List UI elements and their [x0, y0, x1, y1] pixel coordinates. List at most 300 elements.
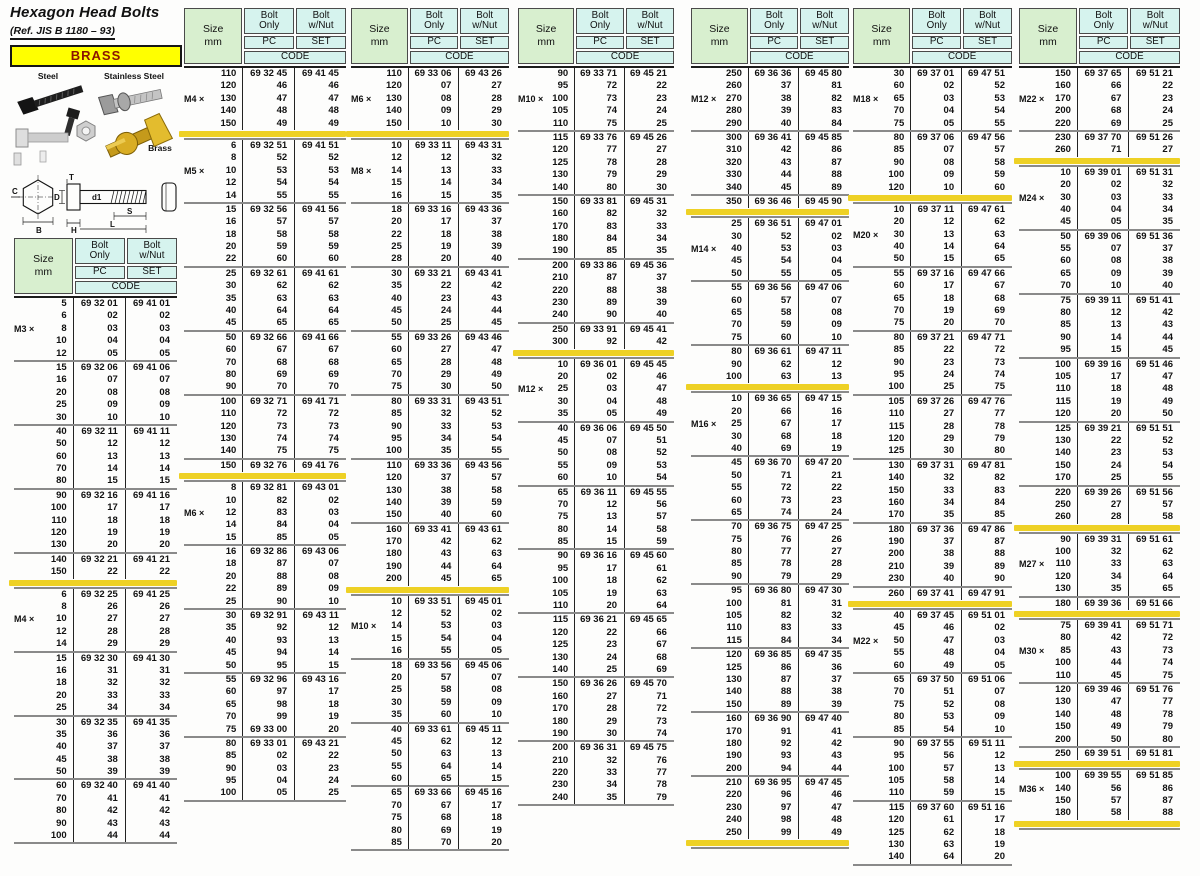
pc-code: 69 37 41: [910, 588, 961, 600]
size-value: 75: [225, 723, 237, 735]
table-row: [351, 317, 509, 329]
table-row: [691, 169, 849, 181]
set-code: 54: [961, 105, 1012, 117]
code-header: CODE: [410, 51, 509, 64]
table-row: [518, 80, 674, 92]
pc-code: 68: [242, 357, 294, 369]
pc-code: 69 32 11: [73, 426, 125, 438]
set-code: 20: [125, 539, 177, 551]
size-cell: [853, 610, 910, 622]
set-code: 51: [624, 435, 674, 447]
table-row: [1019, 684, 1180, 696]
set-code: 32: [798, 610, 849, 622]
table-row: [184, 660, 346, 672]
size-group: [1019, 485, 1180, 524]
size-cell: [518, 297, 574, 309]
table-row: [853, 268, 1012, 280]
set-code: 08: [961, 699, 1012, 711]
pc-code: 07: [73, 374, 125, 386]
pc-code: 09: [574, 460, 624, 472]
table-row: [853, 80, 1012, 92]
size-value: 140: [552, 181, 569, 193]
pc-code: 15: [910, 253, 961, 265]
table-row: [14, 298, 177, 310]
table-row: [184, 204, 346, 216]
table-row: [518, 297, 674, 309]
size-cell: [1019, 216, 1077, 228]
pc-code: 39: [748, 105, 799, 117]
size-cell: [351, 800, 408, 812]
size-cell: [518, 132, 574, 144]
size-cell: [1019, 80, 1077, 92]
size-cell: [691, 750, 748, 762]
table-row: [351, 573, 509, 585]
pc-code: 23: [1077, 447, 1129, 459]
size-cell: [184, 165, 242, 177]
bolt-wnut-header: Bolt w/Nut: [460, 8, 509, 34]
size-group: [184, 736, 346, 800]
thread-size-label: M18 ×: [853, 93, 879, 104]
size-cell: [853, 317, 910, 329]
set-code: 44: [125, 830, 177, 842]
pc-code: 69 39 31: [1077, 534, 1129, 546]
set-code: 27: [458, 80, 509, 92]
set-code: 27: [1128, 144, 1180, 156]
set-code: 65: [294, 317, 346, 329]
table-row: [518, 627, 674, 639]
set-code: 17: [961, 814, 1012, 826]
pc-code: 38: [408, 485, 459, 497]
table-row: [691, 406, 849, 418]
set-code: 68: [294, 357, 346, 369]
size-value: 45: [893, 622, 905, 634]
size-value: 140: [50, 553, 67, 565]
set-code: 09: [798, 319, 849, 331]
set-code: 25: [624, 118, 674, 130]
table-row: [14, 539, 177, 551]
pc-code: 69 37 50: [910, 674, 961, 686]
table-row: [1019, 371, 1180, 383]
set-code: 60: [294, 253, 346, 265]
set-code: 57: [624, 511, 674, 523]
size-cell: [853, 68, 910, 80]
size-value: 220: [1055, 117, 1071, 129]
table-row: [184, 699, 346, 711]
size-value: 65: [225, 698, 237, 710]
table-row: [1019, 571, 1180, 583]
size-cell: [691, 571, 748, 583]
size-value: 10: [56, 335, 67, 347]
pc-code: 12: [408, 152, 459, 164]
set-code: 20: [458, 837, 509, 849]
pc-code: 69 39 51: [1077, 748, 1129, 760]
set-code: 21: [798, 470, 849, 482]
table-row: [184, 724, 346, 736]
pc-code: 56: [910, 750, 961, 762]
pc-code: 98: [242, 699, 294, 711]
set-code: 25: [1128, 118, 1180, 130]
table-row: [518, 792, 674, 804]
hex-nut-photo: [77, 121, 95, 141]
set-code: 13: [125, 451, 177, 463]
size-cell: [351, 497, 408, 509]
pc-code: 65: [242, 317, 294, 329]
set-code: 03: [458, 620, 509, 632]
pc-code: 36: [73, 729, 125, 741]
set-code: 19: [294, 711, 346, 723]
pc-code: 45: [408, 573, 459, 585]
table-row: [184, 305, 346, 317]
size-value: 55: [731, 282, 742, 294]
set-code: 69 51 26: [1128, 132, 1180, 144]
table-row: [1019, 105, 1180, 117]
pc-code: 89: [574, 297, 624, 309]
size-cell: [351, 761, 408, 773]
pc-code: 22: [574, 627, 624, 639]
size-cell: [1019, 472, 1077, 484]
table-row: [518, 524, 674, 536]
size-value: 70: [893, 686, 905, 698]
size-cell: [14, 554, 73, 566]
size-cell: [351, 93, 408, 105]
size-value: 100: [1055, 358, 1071, 370]
size-value: 45: [731, 255, 742, 267]
table-row: [1019, 783, 1180, 795]
table-row: [691, 558, 849, 570]
pc-code: 47: [242, 93, 294, 105]
set-code: 69 47 51: [961, 68, 1012, 80]
size-value: 55: [557, 459, 569, 471]
size-cell: [184, 408, 242, 420]
size-value: 85: [893, 723, 905, 735]
size-value: 60: [893, 80, 905, 92]
size-value: 25: [225, 267, 237, 279]
set-code: 14: [458, 761, 509, 773]
size-value: 170: [1055, 472, 1071, 484]
table-row: [1019, 396, 1180, 408]
pc-code: 34: [408, 433, 459, 445]
size-value: 16: [56, 664, 67, 676]
size-cell: [351, 105, 408, 117]
table-row: [184, 460, 346, 472]
set-code: 58: [458, 485, 509, 497]
size-value: 100: [888, 381, 905, 393]
size-value: 75: [391, 812, 402, 824]
table-row: [351, 93, 509, 105]
size-cell: [1019, 499, 1077, 511]
size-value: 30: [391, 696, 402, 708]
set-code: 48: [294, 105, 346, 117]
table-row: [351, 748, 509, 760]
size-value: 105: [552, 105, 569, 117]
pc-header: PC: [912, 36, 961, 49]
set-code: 47: [624, 383, 674, 395]
set-code: 35: [624, 245, 674, 257]
set-code: 33: [624, 221, 674, 233]
size-column-header: Size mm: [518, 8, 574, 64]
set-code: 40: [458, 253, 509, 265]
table-row: [184, 583, 346, 595]
size-group: [14, 587, 177, 651]
size-value: 16: [225, 216, 237, 228]
table-row: [184, 253, 346, 265]
pc-code: 90: [242, 596, 294, 608]
size-value: 15: [391, 632, 402, 644]
brass-bolt-photo: [103, 113, 173, 165]
table-row: [1019, 295, 1180, 307]
pc-code: 62: [242, 280, 294, 292]
size-cell: [518, 487, 574, 499]
size-value: 70: [893, 305, 905, 317]
pc-code: 05: [910, 118, 961, 130]
size-value: 30: [56, 411, 67, 423]
size-value: 10: [731, 393, 742, 405]
set-code: 22: [624, 80, 674, 92]
size-value: 35: [557, 408, 569, 420]
size-value: 12: [391, 152, 402, 164]
size-value: 180: [1055, 807, 1071, 819]
set-code: 27: [798, 546, 849, 558]
size-value: 90: [893, 356, 905, 368]
table-row: [14, 638, 177, 650]
size-group: [14, 552, 177, 579]
size-value: 35: [56, 728, 67, 740]
table-row: [1019, 657, 1180, 669]
set-code: 28: [624, 157, 674, 169]
pc-code: 57: [408, 672, 459, 684]
table-row: [853, 118, 1012, 130]
size-value: 120: [552, 144, 569, 156]
size-value: 95: [557, 562, 569, 574]
dim-c-label: C: [12, 187, 18, 196]
size-cell: [853, 132, 910, 144]
table-row: [184, 622, 346, 634]
pc-code: 69 37 36: [910, 524, 961, 536]
size-value: 110: [552, 600, 569, 612]
set-code: 69 45 26: [624, 132, 674, 144]
table-row: [853, 216, 1012, 228]
size-cell: [184, 229, 242, 241]
table-body: [1019, 66, 1180, 830]
set-code: 23: [1128, 93, 1180, 105]
size-value: 80: [893, 131, 905, 143]
thread-size-label: M6 ×: [351, 93, 372, 104]
table-row: [691, 457, 849, 469]
table-row: [351, 709, 509, 721]
size-value: 40: [225, 305, 237, 317]
set-code: 23: [798, 495, 849, 507]
pc-code: 28: [910, 421, 961, 433]
size-value: 60: [731, 294, 742, 306]
size-group: [351, 722, 509, 786]
set-code: 69 47 40: [798, 713, 849, 725]
set-code: 57: [1128, 499, 1180, 511]
size-cell: [853, 332, 910, 344]
table-row: [691, 346, 849, 358]
pc-code: 66: [748, 406, 799, 418]
set-code: 69 45 21: [624, 68, 674, 80]
table-row: [14, 438, 177, 450]
size-value: 160: [552, 208, 569, 220]
set-code: 79: [961, 433, 1012, 445]
set-code: 69 41 61: [294, 268, 346, 280]
size-cell: [184, 268, 242, 280]
size-value: 75: [731, 533, 742, 545]
set-code: 89: [798, 182, 849, 194]
size-group: [853, 266, 1012, 330]
size-value: 130: [1055, 583, 1071, 595]
size-cell: [184, 190, 242, 202]
set-code: 03: [294, 507, 346, 519]
table-row: [691, 157, 849, 169]
size-group: [351, 785, 509, 849]
pc-code: 20: [1077, 408, 1129, 420]
size-cell: [518, 383, 574, 395]
size-cell: [518, 260, 574, 272]
size-cell: [351, 548, 408, 560]
size-cell: [14, 793, 73, 805]
size-cell: [518, 93, 574, 105]
pc-code: 69 33 36: [408, 460, 459, 472]
pc-code: 69 33 86: [574, 260, 624, 272]
size-value: 18: [225, 558, 237, 570]
pc-code: 13: [910, 229, 961, 241]
pc-code: 69 33 81: [574, 196, 624, 208]
size-cell: [1019, 93, 1077, 105]
size-value: 75: [893, 117, 905, 129]
set-code: 35: [458, 190, 509, 202]
size-cell: [691, 406, 748, 418]
size-value: 25: [56, 399, 67, 411]
pc-code: 03: [73, 323, 125, 335]
table-row: [351, 177, 509, 189]
pc-code: 03: [574, 383, 624, 395]
pc-code: 99: [242, 711, 294, 723]
size-value: 200: [726, 762, 742, 774]
set-code: 18: [294, 699, 346, 711]
size-cell: [518, 157, 574, 169]
set-code: 69 41 21: [125, 554, 177, 566]
set-code: 42: [458, 280, 509, 292]
pc-code: 07: [1077, 243, 1129, 255]
set-code: 14: [125, 463, 177, 475]
pc-code: 05: [242, 787, 294, 799]
stainless-bolt-photo: [99, 85, 163, 116]
yellow-divider: [179, 473, 346, 479]
pc-code: 09: [73, 399, 125, 411]
table-row: [691, 482, 849, 494]
pc-code: 69 33 26: [408, 332, 459, 344]
size-cell: [853, 724, 910, 736]
size-value: 60: [225, 686, 237, 698]
size-cell: [184, 571, 242, 583]
pc-code: 14: [1077, 332, 1129, 344]
pc-code: 19: [574, 588, 624, 600]
size-cell: [691, 359, 748, 371]
pc-code: 84: [242, 519, 294, 531]
table-row: [853, 561, 1012, 573]
pc-code: 35: [910, 509, 961, 521]
size-group: [1019, 229, 1180, 293]
pc-code: 56: [1077, 783, 1129, 795]
set-code: 64: [1128, 571, 1180, 583]
size-cell: [14, 412, 73, 424]
pc-code: 49: [242, 118, 294, 130]
table-row: [14, 780, 177, 792]
pc-code: 05: [574, 408, 624, 420]
size-cell: [518, 80, 574, 92]
pc-code: 75: [574, 118, 624, 130]
set-code: 40: [1128, 280, 1180, 292]
table-row: [853, 787, 1012, 799]
set-code: 05: [458, 645, 509, 657]
size-cell: [691, 68, 748, 80]
size-cell: [691, 231, 748, 243]
size-value: 50: [731, 469, 742, 481]
pc-code: 69 32 81: [242, 482, 294, 494]
size-cell: [853, 421, 910, 433]
size-group: [691, 455, 849, 519]
size-group: [691, 519, 849, 583]
size-value: 10: [225, 494, 237, 506]
size-group: [691, 647, 849, 711]
pc-code: 44: [748, 169, 799, 181]
set-code: 43: [458, 293, 509, 305]
thread-size-label: M4 ×: [184, 93, 205, 104]
pc-code: 69 32 01: [73, 298, 125, 310]
table-row: [691, 243, 849, 255]
set-code: 63: [458, 548, 509, 560]
table-row: [691, 777, 849, 789]
size-value: 120: [726, 649, 742, 661]
size-value: 190: [386, 560, 402, 572]
pc-code: 05: [1077, 216, 1129, 228]
size-cell: [518, 792, 574, 804]
size-value: 130: [726, 673, 742, 685]
set-code: 65: [458, 573, 509, 585]
pc-code: 65: [408, 773, 459, 785]
size-value: 14: [391, 164, 402, 176]
set-code: 69 43 16: [294, 674, 346, 686]
size-value: 55: [391, 331, 402, 343]
size-cell: [184, 724, 242, 736]
pc-code: 15: [73, 475, 125, 487]
yellow-divider: [346, 131, 509, 137]
size-value: 110: [888, 787, 905, 799]
set-code: 69 47 91: [961, 588, 1012, 600]
size-value: 260: [1055, 144, 1071, 156]
size-value: 100: [726, 597, 742, 609]
size-value: 130: [888, 839, 905, 851]
size-cell: [1019, 231, 1077, 243]
table-row: [351, 672, 509, 684]
size-cell: [853, 536, 910, 548]
table-row: [1019, 435, 1180, 447]
pc-code: 10: [1077, 280, 1129, 292]
set-code: 03: [125, 323, 177, 335]
size-cell: [184, 507, 242, 519]
size-cell: [14, 717, 73, 729]
pc-code: 69 36 11: [574, 487, 624, 499]
table-row: [691, 144, 849, 156]
table-row: [853, 686, 1012, 698]
pc-code: 52: [910, 699, 961, 711]
size-value: 90: [56, 817, 67, 829]
size-value: 55: [225, 673, 237, 685]
size-value: 14: [56, 638, 67, 650]
size-value: 75: [1060, 294, 1071, 306]
size-value: 130: [50, 539, 67, 551]
